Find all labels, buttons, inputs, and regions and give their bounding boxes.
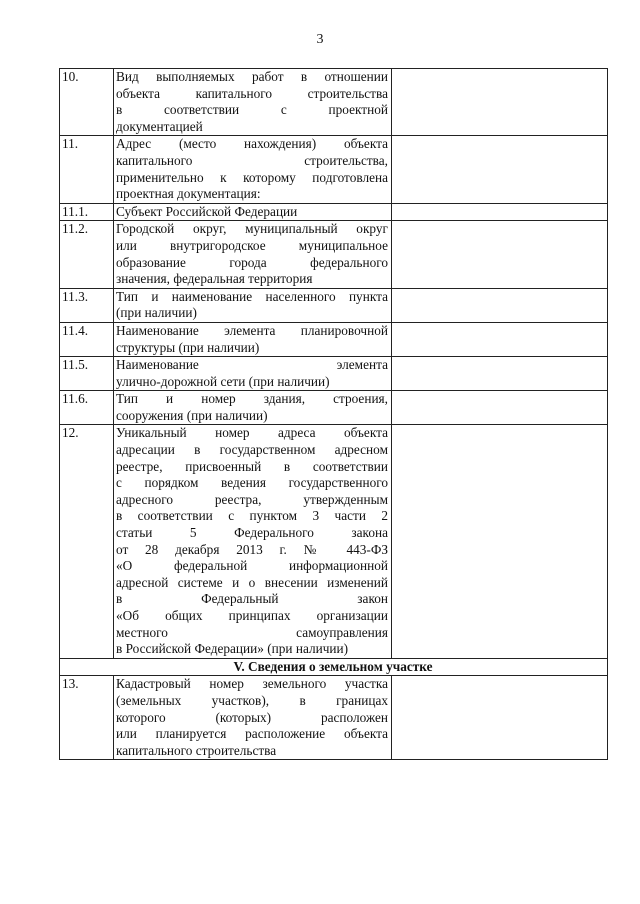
row-value-cell[interactable]: [392, 221, 608, 288]
section-header-row: [60, 658, 608, 676]
row-number: 11.1.: [60, 203, 114, 221]
description-line: сооружения (при наличии): [116, 407, 268, 423]
row-value-cell[interactable]: [392, 425, 608, 658]
description-line: Кадастровый номер земельного участка: [116, 676, 388, 692]
description-line: документацией: [116, 118, 203, 134]
row-value-cell[interactable]: [392, 69, 608, 136]
row-number: 11.: [60, 136, 114, 203]
row-value-cell[interactable]: [392, 203, 608, 221]
table-row: [60, 391, 608, 425]
description-line: структуры (при наличии): [116, 339, 260, 355]
table-row: [60, 69, 608, 136]
description-line: с порядком ведения государственного: [116, 475, 388, 491]
description-line: или внутригородское муниципальное: [116, 237, 388, 253]
description-line: «О федеральной информационной: [116, 558, 388, 574]
rows-body: [60, 69, 608, 659]
row-value-cell[interactable]: [392, 676, 608, 760]
row-number: 11.3.: [60, 288, 114, 322]
row-value-cell[interactable]: [392, 391, 608, 425]
table-row: [60, 203, 608, 221]
description-line: Вид выполняемых работ в отношении: [116, 69, 388, 84]
description-line: проектная документация:: [116, 186, 261, 202]
row-value-cell[interactable]: [392, 136, 608, 203]
description-line: образование города федерального: [116, 254, 388, 270]
description-line: Уникальный номер адреса объекта: [116, 425, 388, 441]
description-line: Наименование элемента планировочной: [116, 322, 388, 338]
row-value-cell[interactable]: [392, 322, 608, 356]
description-line: Адрес (место нахождения) объекта: [116, 136, 388, 152]
row-description: [114, 425, 392, 658]
row-description: [114, 69, 392, 136]
table-row: [60, 322, 608, 356]
description-line: капитального строительства: [116, 742, 277, 758]
description-line: от 28 декабря 2013 г. № 443-ФЗ: [116, 541, 388, 557]
row-number: 13.: [60, 676, 114, 760]
form-table: [59, 68, 608, 760]
table-row: [60, 136, 608, 203]
description-line: местного самоуправления: [116, 624, 388, 640]
description-line: Тип и наименование населенного пункта: [116, 288, 388, 304]
table-row: [60, 676, 608, 760]
row-number: 11.2.: [60, 221, 114, 288]
row-description: [114, 221, 392, 288]
description-line: (при наличии): [116, 305, 197, 321]
description-line: объекта капитального строительства: [116, 85, 388, 101]
table-row: [60, 288, 608, 322]
description-line: статьи 5 Федерального закона: [116, 525, 388, 541]
description-line: в Федеральный закон: [116, 591, 388, 607]
description-line: которого (которых) расположен: [116, 709, 388, 725]
description-line: значения, федеральная территория: [116, 271, 313, 287]
description-line: улично-дорожной сети (при наличии): [116, 373, 330, 389]
row-number: 12.: [60, 425, 114, 658]
row-value-cell[interactable]: [392, 288, 608, 322]
row-description: [114, 357, 392, 391]
description-line: Городской округ, муниципальный округ: [116, 221, 388, 237]
row-number: 11.6.: [60, 391, 114, 425]
description-line: или планируется расположение объекта: [116, 726, 388, 742]
row-value-cell[interactable]: [392, 357, 608, 391]
table-row: [60, 357, 608, 391]
description-line: Субъект Российской Федерации: [116, 203, 298, 219]
description-line: адресного реестра, утвержденным: [116, 491, 388, 507]
description-line: применительно к которому подготовлена: [116, 169, 388, 185]
row-description: [114, 203, 392, 221]
description-line: «Об общих принципах организации: [116, 608, 388, 623]
description-line: (земельных участков), в границах: [116, 692, 388, 708]
description-line: адресации в государственном адресном: [116, 442, 388, 458]
section-header: V. Сведения о земельном участке: [60, 658, 608, 676]
row-description: [114, 676, 392, 760]
table-row: [60, 425, 608, 658]
description-line: в соответствии с проектной: [116, 102, 388, 118]
description-line: в соответствии с пунктом 3 части 2: [116, 508, 388, 524]
page-number: 3: [316, 32, 324, 47]
row-number: 11.4.: [60, 322, 114, 356]
description-line: Тип и номер здания, строения,: [116, 391, 388, 407]
description-line: реестре, присвоенный в соответствии: [116, 458, 388, 474]
row-description: [114, 322, 392, 356]
rows-after-body: [60, 676, 608, 760]
row-description: [114, 136, 392, 203]
description-line: Наименование элемента: [116, 357, 388, 373]
description-line: в Российской Федерации» (при наличии): [116, 641, 349, 657]
row-number: 11.5.: [60, 357, 114, 391]
description-line: адресной системе и о внесении изменений: [116, 574, 388, 590]
row-description: [114, 288, 392, 322]
row-description: [114, 391, 392, 425]
description-line: капитального строительства,: [116, 152, 388, 168]
row-number: 10.: [60, 69, 114, 136]
table-row: [60, 221, 608, 288]
